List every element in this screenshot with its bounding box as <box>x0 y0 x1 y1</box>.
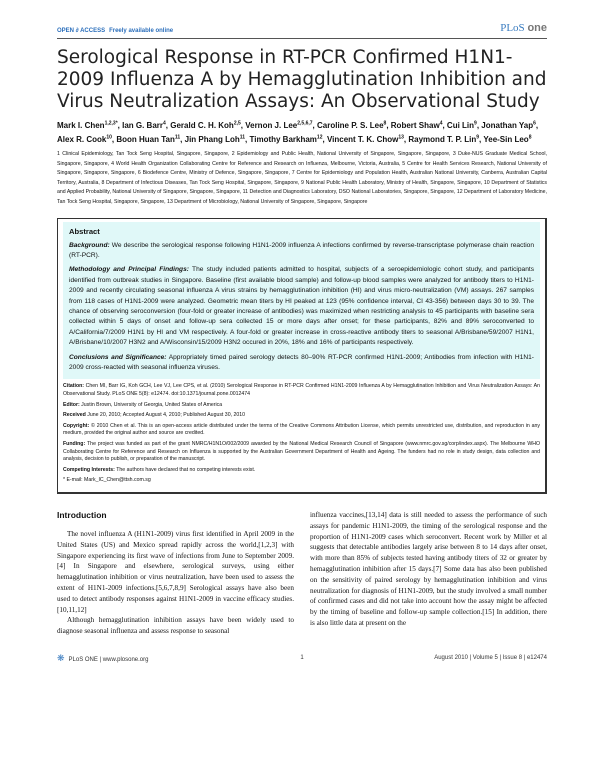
abstract-box <box>57 218 547 494</box>
abstract-heading: Abstract <box>69 226 100 236</box>
article-metadata <box>63 383 540 485</box>
author: Yee-Sin Leo$^8$ <box>483 134 532 144</box>
plos-one-logo: PLoS one <box>500 22 547 34</box>
author: Boon Huan Tan$^{11}$ <box>116 134 181 144</box>
author: Gerald C. H. Koh$^{2,5}$ <box>170 120 241 130</box>
metadata-item: Competing Interests: The authors have declared that no competing interests exist. <box>63 466 256 473</box>
author: Vernon J. Lee$^{2,5,6,7}$ <box>245 120 313 130</box>
body-columns <box>57 510 547 637</box>
freely-available-label: Freely available online <box>109 28 174 34</box>
intro-left-column <box>57 510 294 637</box>
author: Robert Shaw$^4$ <box>390 120 443 130</box>
footer-issue: August 2010 | Volume 5 | Issue 8 | e12474 <box>434 655 547 662</box>
intro-right-column: influenza vaccines,[13,14] data is still needed to assess the performance of such assays for pandemic H1N1-2009, the timing of the serological response and the proportion of H1N1-2009 cases which seroconvert. Recent work by Miller et al suggests that detectable antibodies largely arise between 8 to 14 days after onset, with more than 85% of subjects tested having antibody titers of 32 or greater by hemagglutination inhibition after 15 days.[7] Some data has also been published on the sensitivity of paired serology by hemagglutination inhibition and virus neutralization for diagnosis of H1N1-2009, but the study involved a small number of confirmed cases and did not take into account how the assay might be affected by the timing of baseline and follow-up sample collection.[15] In addition, there is also little data at present on the <box>310 510 547 627</box>
author: Cui Lin$^9$ <box>446 120 477 130</box>
author: Ian G. Barr$^4$ <box>122 120 166 130</box>
introduction-heading: Introduction <box>57 509 107 520</box>
author-list: Mark I. Chen$^{1,2,3*}$, Ian G. Barr$^4$, Gerald C. H. Koh$^{2,5}$, Vernon J. Lee$^{2,5,6,7}$, Caroline P. S. Lee$^8$, Robert Shaw$^4$, Cui Lin$^9$, Jonathan Yap$^6$, Alex R. Cook$^{10}$, Boon Huan Tan$^{11}$, Jin Phang Loh$^{11}$, Timothy Barkham$^{12}$, Vincent T. K. Chow$^{13}$, Raymond T. P. Lin$^9$, Yee-Sin Leo$^8$ <box>57 120 539 144</box>
article-page <box>57 0 547 676</box>
metadata-item: Copyright: © 2010 Chen et al. This is an open-access article distributed under the terms of the Creative Commons Attribution License, which permits unrestricted use, distribution, and reproduction in any medium, provided the original author and source are credited. <box>63 422 540 437</box>
abstract <box>69 227 534 374</box>
journal-header <box>57 22 547 39</box>
abstract-section: Methodology and Principal Findings: The study included patients admitted to hospital, subjects of a seroepidemiologic cohort study, and participants identified from outbreak studies in Singapore. Baseline (first available blood sample) and follow-up blood samples were analyzed for antibody titers to H1N1-2009 and recently circulating seasonal influenza A virus strains by hemagglutination inhibition (HI) and virus micro-neutralization (VM) assays. 267 samples from 118 cases of H1N1-2009 were analyzed. Geometric mean titers by HI peaked at 123 (95% confidence interval, CI 43-356) between days 30 to 39. The chance of observing seroconversion (four-fold or greater increase of antibodies) was maximized when restricting analysis to 45 participants with baseline sera collected within 5 days of onset and follow-up sera collected 15 or more days after onset; for these participants, 82% and 89% seroconverted to A/California/7/2009 H1N1 by HI and VM respectively. A four-fold or greater increase in cross-reactive antibody titers to seasonal A/Brisbane/59/2007 H1N1, A/Brisbane/10/2007 H3N2 and A/Wisconsin/15/2009 H3N2 occured in 20%, 18% and 16% of participants respectively. <box>69 266 534 347</box>
author: Jonathan Yap$^6$ <box>481 120 536 130</box>
page-footer <box>57 653 547 664</box>
open-access-label: OPEN ∂ ACCESS <box>57 28 106 34</box>
metadata-item: * E-mail: Mark_IC_Chen@ttsh.com.sg <box>63 477 151 484</box>
affiliations: 1 Clinical Epidemiology, Tan Tock Seng Hospital, Singapore, Singapore, 2 Epidemiology and Public Health, National University of Singapore, Singapore, Singapore, 3 Duke-NUS Graduate Medical School, Singapore, Singapore, 4 World Health Organization Collaborating Centre for Reference and Research on Influenza, Melbourne, Victoria, Australia, 5 Centre for Health Services Research, National University of Singapore, Singapore, Singapore, 6 Biodefence Centre, Ministry of Defence, Singapore, Singapore, 7 Centre for Epidemiology and Population Health, Australian National University, Canberra, Australian Capital Territory, Australia, 8 Department of Infectious Diseases, Tan Tock Seng Hospital, Singapore, Singapore, 9 National Public Health Laboratory, Ministry of Health, Singapore, Singapore, 10 Department of Statistics and Applied Probability, National University of Singapore, Singapore, Singapore, 11 Detection and Diagnostics Laboratory, DSO National Laboratories, Singapore, Singapore, 12 Department of Laboratory Medicine, Tan Tock Seng Hospital, Singapore, Singapore, 13 Department of Microbiology, National University of Singapore, Singapore, Singapore <box>57 151 547 205</box>
author: Jin Phang Loh$^{11}$ <box>184 134 246 144</box>
article-title: Serological Response in RT-PCR Confirmed H1N1-2009 Influenza A by Hemagglutination Inhibition and Virus Neutralization Assays: An Observational Study <box>57 47 547 112</box>
author: Alex R. Cook$^{10}$ <box>57 134 112 144</box>
author: Vincent T. K. Chow$^{13}$ <box>326 134 404 144</box>
intro-paragraph: The novel influenza A (H1N1-2009) virus first identified in April 2009 in the United States (US) and Mexico spread rapidly across the world,[1,2,3] with Singapore experiencing its first wave of infections from June to September 2009.[4] In Singapore and elsewhere, serological surveys, using either hemagglutination inhibition or virus neutralization, have been used to assess the extent of H1N1-2009 infections.[5,6,7,8,9] Serological assays have also been used to detect antibody responses against H1N1-2009 in vaccine efficacy studies.[10,11,12] <box>57 529 294 614</box>
abstract-section: Background: We describe the serological response following H1N1-2009 influenza A infections confirmed by reverse-transcriptase polymerase chain reaction (RT-PCR). <box>69 241 534 259</box>
metadata-item: Citation: Chen MI, Barr IG, Koh GCH, Lee VJ, Lee CPS, et al. (2010) Serological Response in RT-PCR Confirmed H1N1-2009 Influenza A by Hemagglutination Inhibition and Virus Neutralization Assays: An Observational Study. PLoS ONE 5(8): e12474. doi:10.1371/journal.pone.0012474 <box>63 383 540 398</box>
author: Timothy Barkham$^{12}$ <box>249 134 323 144</box>
metadata-item: Received June 20, 2010; Accepted August 4, 2010; Published August 30, 2010 <box>63 412 246 419</box>
plos-logo-icon: ❋ <box>57 652 65 663</box>
intro-paragraph: Although hemagglutination inhibition assays have been widely used to diagnose seasonal influenza and assess response to seasonal <box>57 616 294 636</box>
author: Caroline P. S. Lee$^8$ <box>317 120 387 130</box>
abstract-background <box>63 222 540 380</box>
metadata-item: Editor: Justin Brown, University of Georgia, United States of America <box>63 401 223 408</box>
author: Raymond T. P. Lin$^9$ <box>408 134 480 144</box>
metadata-item: Funding: The project was funded as part of the grant NMRC/H1N1O/002/2009 awarded by the National Medical Research Council of Singapore (www.nmrc.gov.sg/corp/index.aspx). The Melbourne WHO Collaborating Centre for Reference and Research on Influenza is supported by the Australian Government Department of Health and Ageing. The funders had no role in study design, data collection and analysis, decision to publish, or preparation of the manuscript. <box>63 441 540 463</box>
open-access-banner <box>57 28 173 34</box>
footer-journal: ❋ PLoS ONE | www.plosone.org <box>57 652 149 663</box>
page-number: 1 <box>300 655 304 662</box>
abstract-section: Conclusions and Significance: Appropriately timed paired serology detects 80–90% RT-PCR confirmed H1N1-2009; Antibodies from infection with H1N1-2009 cross-reacted with seasonal influenza viruses. <box>69 353 534 372</box>
author: Mark I. Chen$^{1,2,3*}$ <box>57 120 118 130</box>
